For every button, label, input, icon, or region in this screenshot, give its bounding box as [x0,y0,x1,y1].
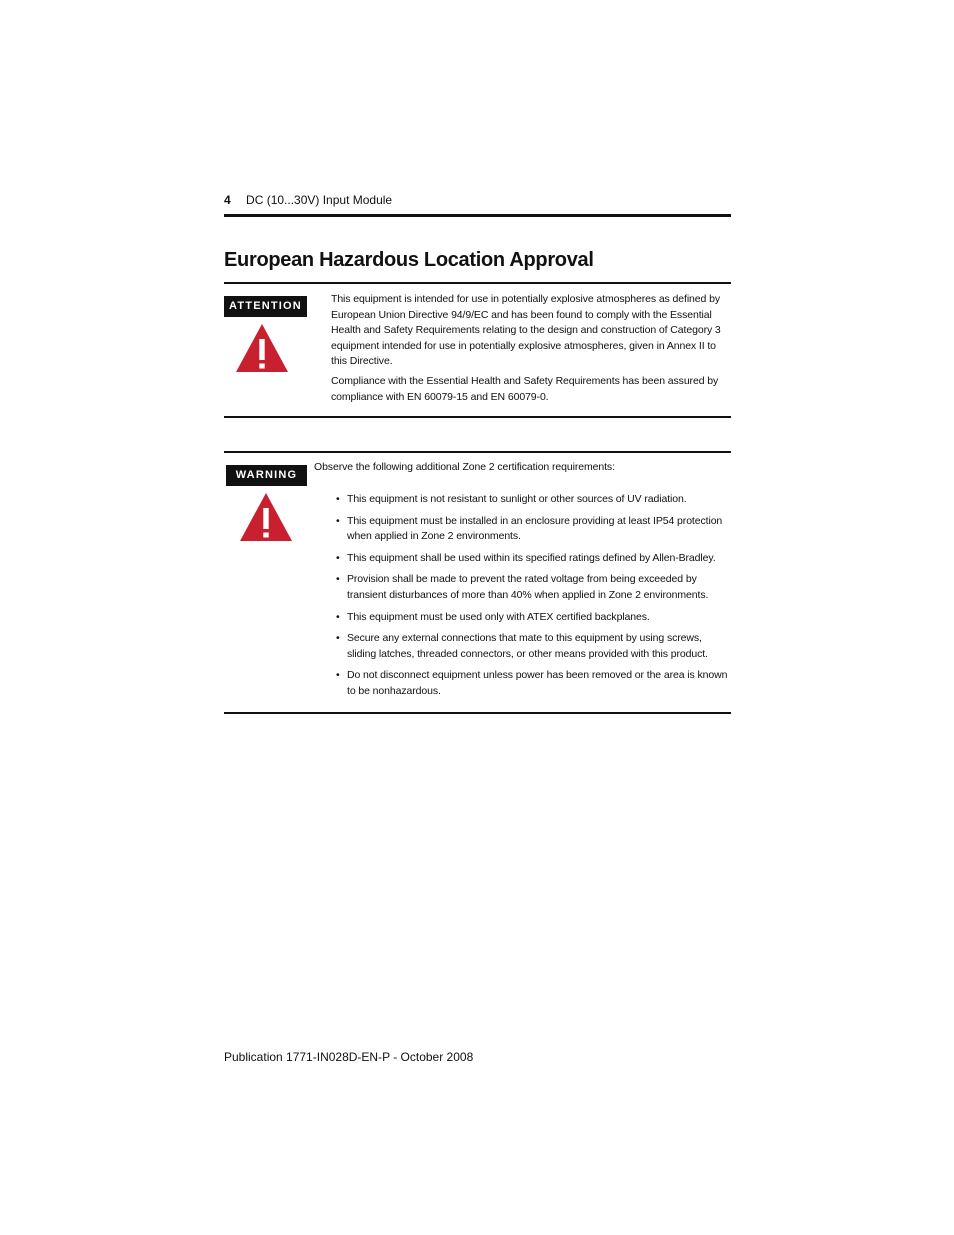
publication-footer: Publication 1771-IN028D-EN-P - October 2008 [224,1050,474,1064]
list-item [336,610,731,626]
attention-bottom-rule [224,416,731,418]
bullet-icon: • [336,493,340,505]
list-item-text: Do not disconnect equipment unless power has been removed or the area is known to be nonhazardous. [347,669,728,697]
list-item-text: Secure any external connections that mate to this equipment by using screws, sliding latches, threaded connectors, or other means provided with this product. [347,632,708,660]
attention-text [331,292,731,409]
list-item [336,631,731,662]
list-item [336,492,731,508]
attention-paragraph: This equipment is intended for use in potentially explosive atmospheres as defined by European Union Directive 94/9/EC and has been found to comply with the Essential Health and Safety Requirements relating to the design and construction of Category 3 equipment intended for use in potentially explosive atmospheres, given in Annex II to this Directive. [331,293,721,368]
warning-intro: Observe the following additional Zone 2 certification requirements: [314,461,615,473]
bullet-icon: • [336,573,340,586]
bullet-icon: • [336,610,340,623]
bullet-icon: • [336,669,340,682]
list-item-text: Provision shall be made to prevent the rated voltage from being exceeded by transient disturbances of more than 40% when applied in Zone 2 environments. [347,573,709,601]
list-item-text: This equipment shall be used within its specified ratings defined by Allen-Bradley. [347,551,716,564]
attention-badge: ATTENTION [224,296,307,317]
running-header [224,192,392,208]
warning-requirements-list [336,492,731,706]
bullet-icon: • [336,632,340,645]
page-number: 4 [224,193,231,207]
section-title: European Hazardous Location Approval [224,249,594,271]
list-item [336,514,731,545]
attention-paragraph: Compliance with the Essential Health and Safety Requirements has been assured by compliance with EN 60079-15 and EN 60079-0. [331,374,719,403]
bullet-icon: • [336,514,340,527]
header-rule [224,214,731,217]
warning-bottom-rule [224,712,731,714]
warning-triangle-icon [234,322,290,374]
list-item-text: This equipment must be installed in an enclosure providing at least IP54 protection when applied in Zone 2 environments. [347,514,723,543]
attention-top-rule [224,282,731,284]
list-item-text: This equipment must be used only with ATEX certified backplanes. [347,610,650,623]
warning-top-rule [224,451,731,453]
warning-triangle-icon [238,491,294,543]
list-item [336,572,731,603]
running-title: DC (10...30V) Input Module [246,193,393,207]
bullet-icon: • [336,551,340,564]
list-item [336,551,731,567]
list-item [336,668,731,699]
list-item-text: This equipment is not resistant to sunlight or other sources of UV radiation. [347,493,687,505]
warning-badge: WARNING [226,465,307,486]
